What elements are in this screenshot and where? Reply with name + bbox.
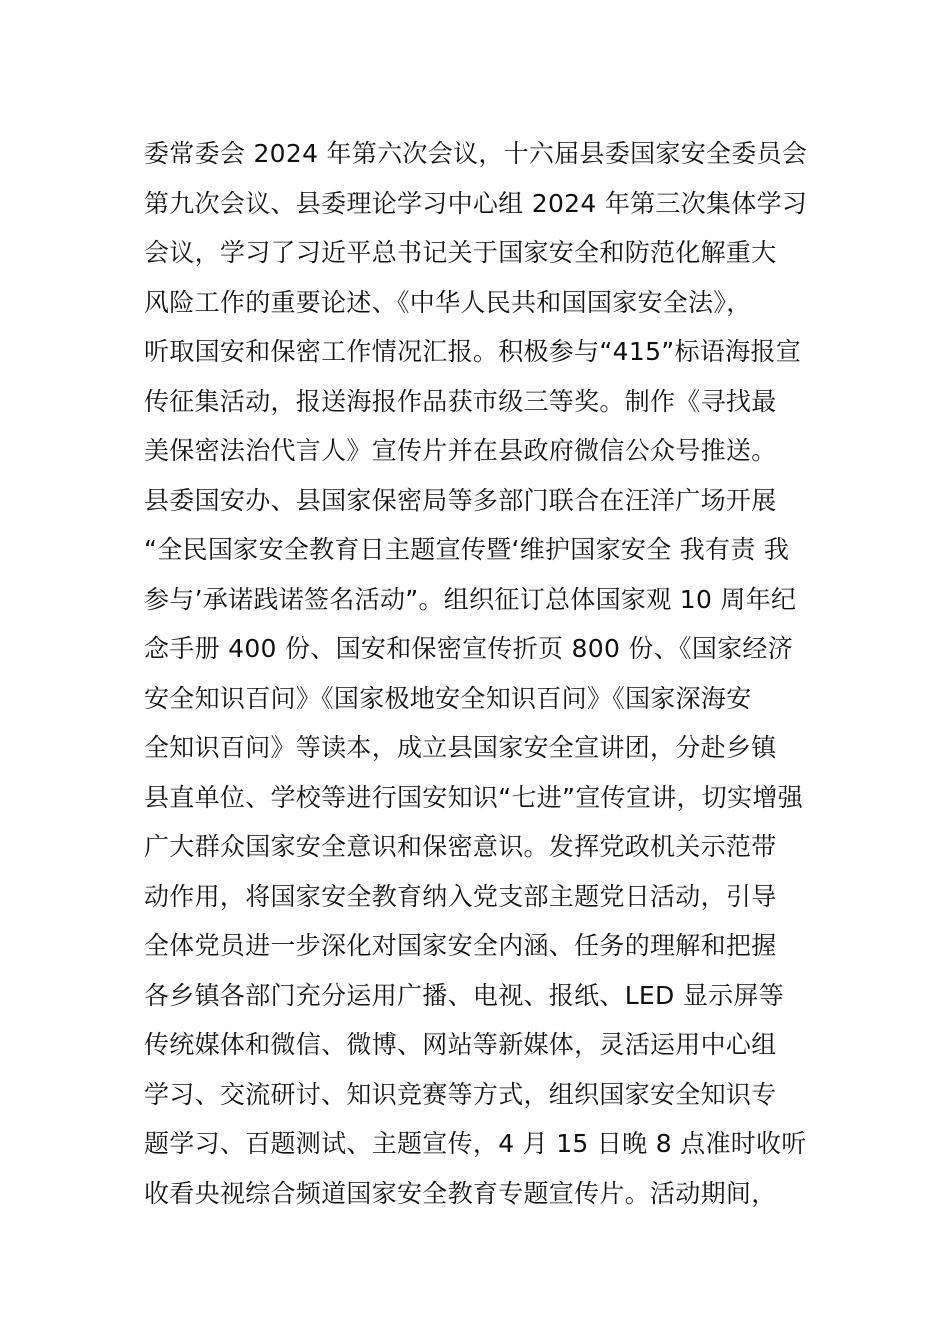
text-line: 县委国安办、县国家保密局等多部门联合在汪洋广场开展 — [144, 485, 777, 515]
text-line: 传征集活动，报送海报作品获市级三等奖。制作《寻找最 — [144, 386, 777, 416]
text-line: 传统媒体和微信、微博、网站等新媒体，灵活运用中心组 — [144, 1030, 777, 1059]
text-line: 广大群众国家安全意识和保密意识。发挥党政机关示范带 — [144, 832, 777, 861]
text-line: 委常委会 2024 年第六次会议，十六届县委国家安全委员会 — [144, 139, 808, 168]
body-text — [144, 129, 824, 1218]
text-line: 全知识百问》等读本，成立县国家安全宣讲团，分赴乡镇 — [144, 733, 777, 762]
text-line: “全民国家安全教育日主题宣传暨‘维护国家安全 我有责 我 — [144, 535, 790, 564]
text-line: 参与’承诺践诺签名活动”。组织征订总体国家观 10 周年纪 — [144, 584, 797, 614]
text-line: 安全知识百问》《国家极地安全知识百问》《国家深海安 — [144, 683, 752, 713]
text-line: 美保密法治代言人》宣传片并在县政府微信公众号推送。 — [144, 436, 777, 465]
text-line: 念手册 400 份、国安和保密宣传折页 800 份、《国家经济 — [144, 634, 794, 663]
text-line: 听取国安和保密工作情况汇报。积极参与“415”标语海报宣 — [144, 337, 802, 366]
text-line: 学习、交流研讨、知识竞赛等方式，组织国家安全知识专 — [144, 1079, 777, 1109]
text-line: 题学习、百题测试、主题宣传，4 月 15 日晚 8 点准时收听 — [144, 1129, 807, 1158]
text-line: 各乡镇各部门充分运用广播、电视、报纸、LED 显示屏等 — [144, 980, 785, 1010]
text-line: 第九次会议、县委理论学习中心组 2024 年第三次集体学习 — [144, 188, 808, 218]
text-line: 风险工作的重要论述、《中华人民共和国国家安全法》， — [144, 287, 752, 317]
text-line: 全体党员进一步深化对国家安全内涵、任务的理解和把握 — [144, 931, 777, 960]
text-line: 会议，学习了习近平总书记关于国家安全和防范化解重大 — [144, 238, 777, 267]
text-line: 收看央视综合频道国家安全教育专题宣传片。活动期间， — [144, 1178, 777, 1208]
text-line: 县直单位、学校等进行国安知识“七进”宣传宣讲，切实增强 — [144, 782, 804, 812]
text-line: 动作用，将国家安全教育纳入党支部主题党日活动，引导 — [144, 881, 777, 911]
